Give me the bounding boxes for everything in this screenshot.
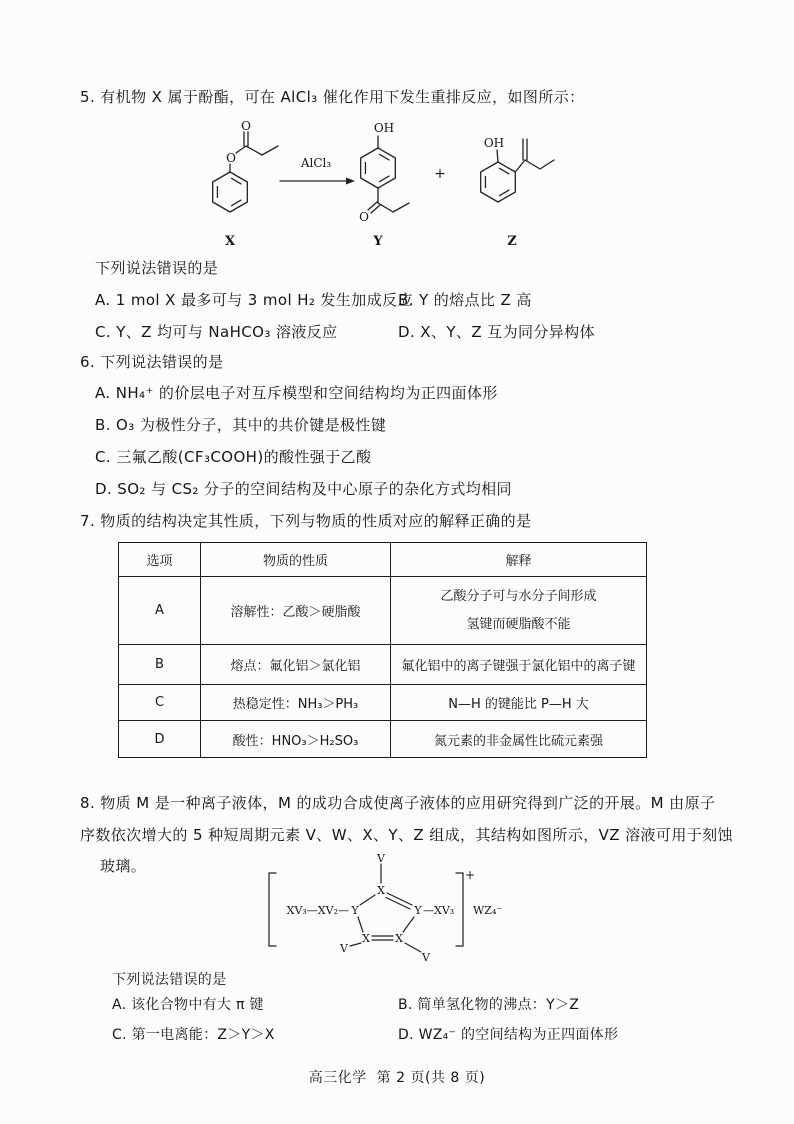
bond-line [515,160,525,172]
ethyl-chain [246,146,278,155]
cell-explanation: 氟化铝中的离子键强于氯化铝中的离子键 [391,645,647,685]
atom-label: Y [351,904,359,917]
q8-prompt: 下列说法错误的是 [112,972,227,988]
left-bracket [269,873,276,946]
atom-label: Y [414,904,422,917]
cell-explanation: N—H 的键能比 P—H 大 [391,685,647,721]
cell-option: A [119,577,201,645]
q6-stem: 6. 下列说法错误的是 [80,353,224,371]
q8-option-b: B. 简单氢化物的沸点：Y＞Z [398,997,580,1013]
table-header-row [119,543,647,577]
atom-label: O [359,210,369,224]
bond-line [350,943,361,946]
cation-charge: + [464,868,476,882]
bond-line [405,943,421,952]
right-chain-label: —XV₃ [423,904,455,917]
left-chain-label: XV₃—XV₂— [286,904,349,917]
compound-label-y: Y [373,234,383,249]
bond-line [360,895,375,905]
q8-option-a: A. 该化合物中有大 π 键 [112,997,264,1013]
q6-option-a: A. NH₄⁺ 的价层电子对互斥模型和空间结构均为正四面体形 [95,384,498,402]
q8-stem-line: 玻璃。 [100,857,147,875]
cell-option: C [119,685,201,721]
bond-line [387,893,412,905]
explanation-line: 乙酸分子可与水分子间形成 [440,588,597,604]
q8-stem-line: 8. 物质 M 是一种离子液体，M 的成功合成使离子液体的应用研究得到广泛的开展。M 由原子 [80,794,716,812]
q6-option-c: C. 三氟乙酸(CF₃COOH)的酸性强于乙酸 [95,448,372,466]
header-property: 物质的性质 [201,543,391,577]
q5-stem: 5. 有机物 X 属于酚酯，可在 AlCl₃ 催化作用下发生重排反应，如图所示： [80,88,585,106]
bond-line [236,146,246,153]
header-option: 选项 [119,543,201,577]
atom-label: V [422,951,430,964]
anion-label: WZ₄⁻ [473,904,503,917]
compound-y-structure [361,136,409,213]
q8-option-d: D. WZ₄⁻ 的空间结构为正四面体形 [398,1027,619,1043]
table-row [119,645,647,685]
q8-structure-diagram [260,845,520,975]
ethyl-chain [525,160,554,169]
benzene-ring [481,162,516,202]
q5-reaction-scheme [190,110,570,255]
atom-label: OH [373,121,395,135]
cell-property: 酸性：HNO₃＞H₂SO₃ [201,721,391,758]
atom-label: OH [483,136,505,150]
atom-label: V [377,852,385,865]
q5-option-b: B. Y 的熔点比 Z 高 [398,291,532,309]
atom-label: X [362,932,370,945]
table-row [119,721,647,758]
bond-line [497,150,498,162]
arrow-head-icon [346,178,355,185]
benzene-ring [213,172,248,212]
cell-option: B [119,645,201,685]
plus-sign: + [434,166,446,182]
ethyl-chain [378,203,409,212]
compound-x-structure [213,132,278,212]
cell-option: D [119,721,201,758]
compound-label-x: X [224,234,236,249]
q7-stem: 7. 物质的结构决定其性质，下列与物质的性质对应的解释正确的是 [80,512,532,530]
right-bracket [456,873,463,946]
bond-line [386,898,410,910]
q8-stem-line: 序数依次增大的 5 种短周期元素 V、W、X、Y、Z 组成，其结构如图所示，VZ 溶液可用于刻蚀 [80,826,733,844]
q5-prompt: 下列说法错误的是 [95,259,219,277]
q8-option-c: C. 第一电离能：Z＞Y＞X [112,1027,275,1043]
cell-explanation: 氮元素的非金属性比硫元素强 [391,721,647,758]
q6-option-b: B. O₃ 为极性分子，其中的共价键是极性键 [95,416,387,434]
atom-label: O [226,151,236,165]
atom-label: X [377,884,385,897]
cell-explanation [391,577,647,645]
q7-table [118,542,647,758]
table-row [119,685,647,721]
q5-option-d: D. X、Y、Z 互为同分异构体 [398,323,595,341]
atom-label: X [395,932,403,945]
header-explanation: 解释 [391,543,647,577]
page-footer: 高三化学 第 2 页(共 8 页) [308,1070,486,1086]
table-row [119,577,647,645]
benzene-ring [361,148,396,188]
bond-line [358,917,363,932]
q6-option-d: D. SO₂ 与 CS₂ 分子的空间结构及中心原子的杂化方式均相同 [95,480,512,498]
bond-line [403,917,414,932]
cell-property: 溶解性：乙酸＞硬脂酸 [201,577,391,645]
atom-label: V [340,942,348,955]
reagent-label: AlCl₃ [300,156,332,170]
q5-option-a: A. 1 mol X 最多可与 3 mol H₂ 发生加成反应 [95,291,413,309]
compound-label-z: Z [507,234,517,249]
q5-option-c: C. Y、Z 均可与 NaHCO₃ 溶液反应 [95,323,338,341]
atom-label: O [241,119,251,133]
cell-property: 熔点：氟化铝＞氯化铝 [201,645,391,685]
cell-property: 热稳定性：NH₃＞PH₃ [201,685,391,721]
explanation-line: 氢键而硬脂酸不能 [466,616,571,632]
